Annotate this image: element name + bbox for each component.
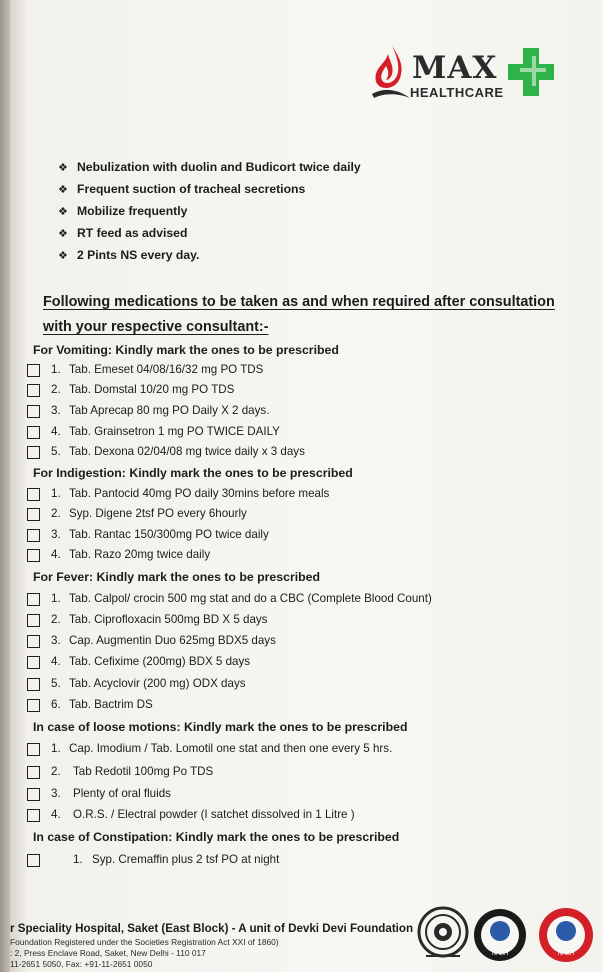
nabh-seal-icon [472,906,528,966]
checkbox[interactable] [27,508,40,521]
section-title-constipation: In case of Constipation: Kindly mark the ones to be prescribed [33,830,400,844]
plus-icon [506,46,556,98]
checkbox[interactable] [27,699,40,712]
svg-text:NABH: NABH [491,951,509,957]
checkbox[interactable] [27,854,40,867]
heading-line-2: with your respective consultant:- [43,319,269,335]
checkbox[interactable] [27,656,40,669]
diamond-bullet-icon: ❖ [58,184,68,196]
footer-address: : 2, Press Enclave Road, Saket, New Delhi - 110 017 [10,948,206,958]
checkbox[interactable] [27,529,40,542]
nabh-seal-red-icon [537,906,595,966]
checkbox[interactable] [27,549,40,562]
document-page: MAX HEALTHCARE ❖ Nebulization with duolin and Budicort twice daily ❖ Frequent suction of tracheal secretions ❖ Mobilize frequently ❖ RT feed as advised ❖ 2 Pints NS every day. Following medications to be taken as and when required after consultation with your respective consultant:- For Vomiting: Kindly mark the ones to be prescribed 1. Tab. Emeset 04/08/16/32 mg PO TDS 2. Tab. Domstal 10/20 mg PO TDS 3. Tab Aprecap 80 mg PO Daily X 2 days. 4. Tab. Grainsetron 1 mg PO TWICE DAILY 5. Tab. Dexona 02/04/08 mg twice daily x 3 days For Indigestion: Kindly mark the ones to be prescribed 1. Tab. Pantocid 40mg PO daily 30mins before meals 2. Syp. Digene 2tsf PO every 6hourly 3. Tab. Rantac 150/300mg PO twice daily 4. Tab. Razo 20mg twice daily For Fever: Kindly mark the ones to be prescribed 1. Tab. Calpol/ crocin 500 mg stat and do a CBC (Complete Blood Count) 2. Tab. Ciprofloxacin 500mg BD X 5 days 3. Cap. Augmentin Duo 625mg BDX5 days 4. Tab. Cefixime (200mg) BDX 5 days 5. Tab. Acyclovir (200 mg) ODX days 6. Tab. Bactrim DS In case of loose motions: Kindly mark the ones to be prescribed 1. Cap. Imodium / Tab. Lomotil one stat and then one every 5 hrs. 2. Tab Redotil 100mg Po TDS 3. Plenty of oral fluids 4. O.R.S. / Electral powder (I satchet dissolved in 1 Litre ) In case of Constipation: Kindly mark the ones to be prescribed 1. Syp. Cremaffin plus 2 tsf PO at night r Speciality Hospital, Saket (East Block) - A unit of Devki Devi Foundation Foundation Registered under the Societies Registration Act XXI of 1860) : 2, Press Enclave Road, Saket, New Delhi - 110 017 11-2651 5050, Fax: +91-11-2651 0050 NABH NABH [10,0,603,972]
diamond-bullet-icon: ❖ [58,228,68,240]
checkbox[interactable] [27,593,40,606]
max-healthcare-logo [366,44,566,108]
checkbox[interactable] [27,788,40,801]
page-binding-edge [0,0,10,972]
emblem-seal-icon [416,904,470,964]
checkbox[interactable] [27,743,40,756]
checkbox[interactable] [27,426,40,439]
checkbox[interactable] [27,384,40,397]
checkbox[interactable] [27,614,40,627]
diamond-bullet-icon: ❖ [58,206,68,218]
checkbox[interactable] [27,766,40,779]
checkbox[interactable] [27,809,40,822]
flame-icon [370,44,412,106]
diamond-bullet-icon: ❖ [58,162,68,174]
footer-phone-fax: 11-2651 5050, Fax: +91-11-2651 0050 [10,959,153,969]
checkbox[interactable] [27,405,40,418]
checkbox[interactable] [27,488,40,501]
checkbox[interactable] [27,446,40,459]
checkbox[interactable] [27,635,40,648]
heading-line-1: Following medications to be taken as and when required after consultation [43,294,555,310]
logo-brand: MAX [412,50,498,86]
diamond-bullet-icon: ❖ [58,250,68,262]
checkbox[interactable] [27,364,40,377]
svg-text:NABH: NABH [557,951,575,957]
section-title-loose-motions: In case of loose motions: Kindly mark the ones to be prescribed [33,720,408,734]
section-title-indigestion: For Indigestion: Kindly mark the ones to be prescribed [33,466,353,480]
logo-subtitle: HEALTHCARE [410,85,504,100]
medications-heading [43,290,553,340]
footer-registration: Foundation Registered under the Societies Registration Act XXI of 1860) [10,937,279,947]
footer-hospital-name: r Speciality Hospital, Saket (East Block) - A unit of Devki Devi Foundation [10,922,414,935]
section-title-fever: For Fever: Kindly mark the ones to be prescribed [33,570,321,584]
checkbox[interactable] [27,678,40,691]
section-title-vomiting: For Vomiting: Kindly mark the ones to be prescribed [33,343,339,357]
